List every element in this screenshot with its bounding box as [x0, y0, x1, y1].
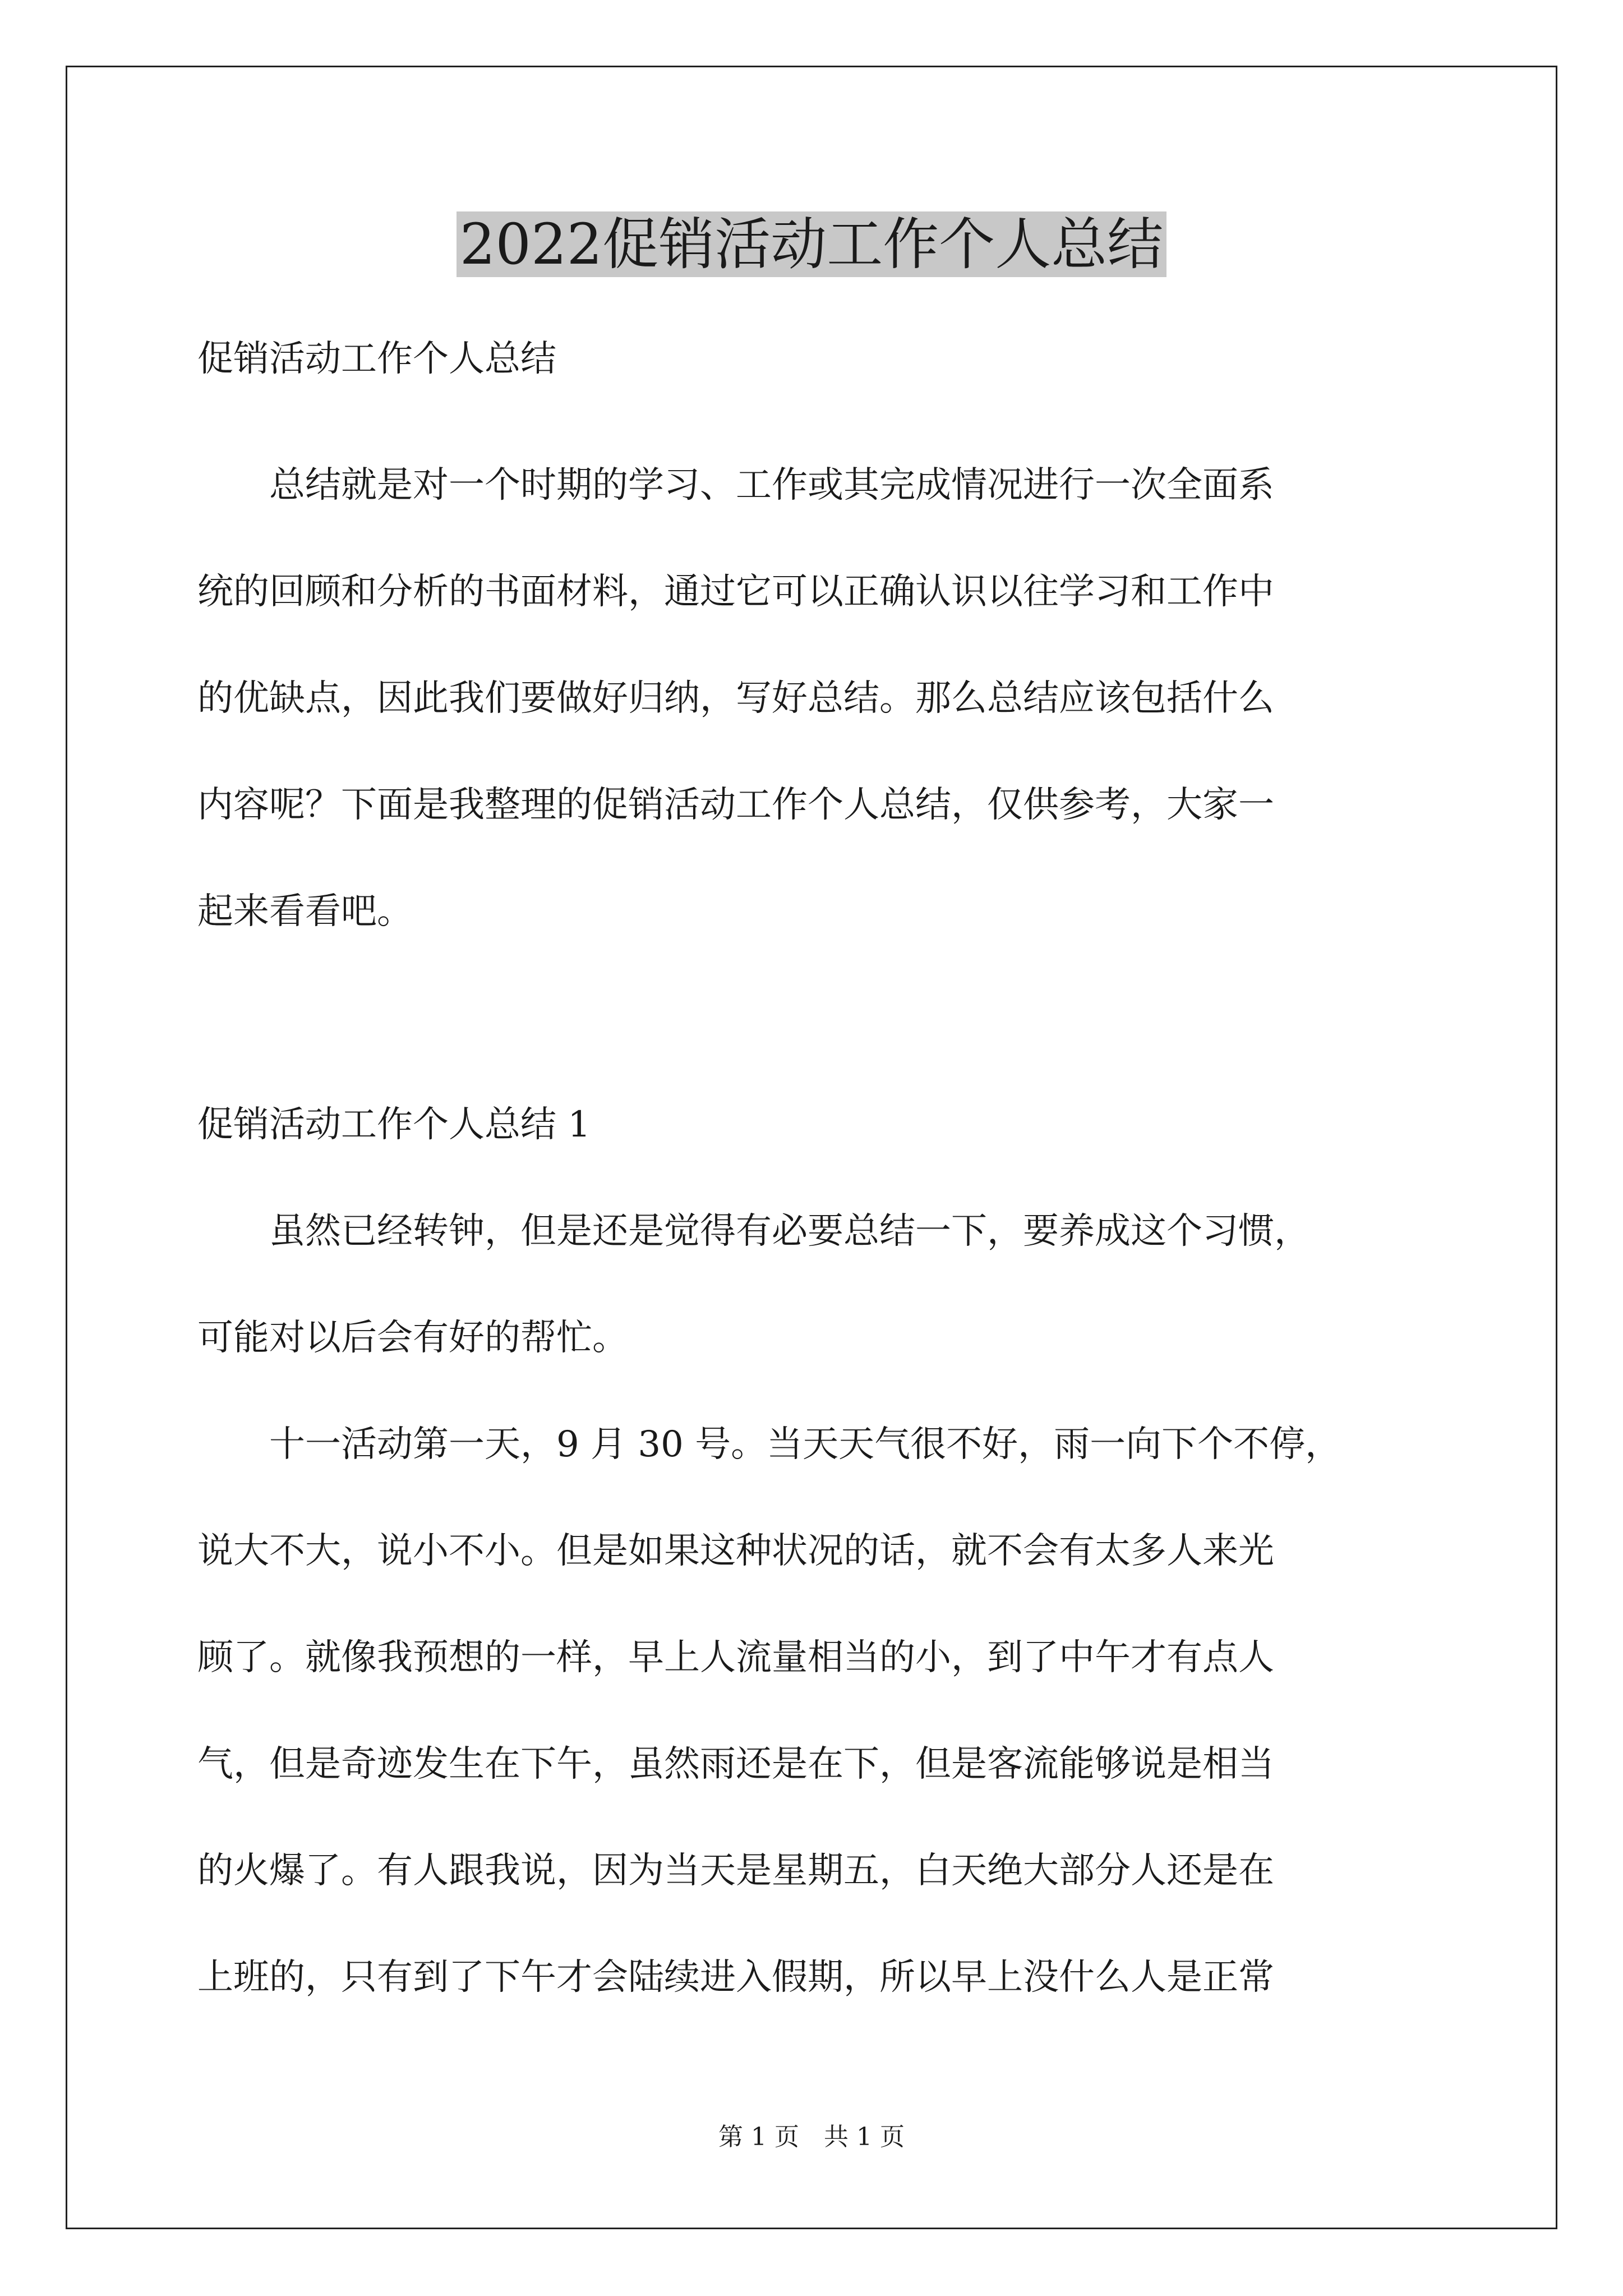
paragraph-line: 的火爆了。有人跟我说，因为当天是星期五，白天绝大部分人还是在: [197, 1850, 1274, 1892]
paragraph-line: 气，但是奇迹发生在下午，虽然雨还是在下，但是客流能够说是相当: [197, 1743, 1274, 1785]
paragraph-line: 可能对以后会有好的帮忙。: [197, 1317, 628, 1359]
paragraph-line: 顾了。就像我预想的一样，早上人流量相当的小，到了中午才有点人: [197, 1637, 1274, 1678]
paragraph-line: 起来看看吧。: [197, 891, 413, 932]
document-title-text: 2022促销活动工作个人总结: [457, 211, 1167, 277]
paragraph-line: 统的回顾和分析的书面材料，通过它可以正确认识以往学习和工作中: [197, 571, 1274, 613]
paragraph-line: 的优缺点，因此我们要做好归纳，写好总结。那么总结应该包括什么: [197, 678, 1274, 719]
paragraph-line: 上班的，只有到了下午才会陆续进入假期，所以早上没什么人是正常: [197, 1957, 1274, 1998]
paragraph-line: 总结就是对一个时期的学习、工作或其完成情况进行一次全面系: [197, 464, 1274, 506]
intro-heading: 促销活动工作个人总结: [197, 338, 556, 380]
paragraph-line: 虽然已经转钟，但是还是觉得有必要总结一下，要养成这个习惯，: [197, 1211, 1310, 1252]
page-footer: 第 1 页 共 1 页: [718, 2123, 905, 2151]
paragraph-line: 说大不大，说小不小。但是如果这种状况的话，就不会有太多人来光: [197, 1530, 1274, 1572]
document-title: [0, 205, 1623, 284]
section-heading: 促销活动工作个人总结 1: [197, 1104, 591, 1145]
paragraph-line: 十一活动第一天，9 月 30 号。当天天气很不好，雨一向下个不停，: [197, 1424, 1341, 1465]
paragraph-line: 内容呢？下面是我整理的促销活动工作个人总结，仅供参考，大家一: [197, 784, 1274, 826]
